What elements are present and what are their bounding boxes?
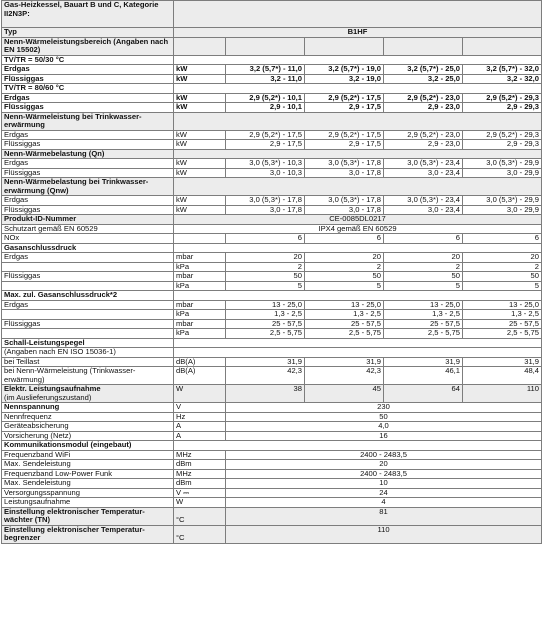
value-cell: 3,2 (5,7*) - 32,0 [463, 65, 542, 75]
max-fluessig-kpa [2, 329, 542, 339]
value-cell: 3,2 - 32,0 [463, 74, 542, 84]
value-cell: 2,9 (5,2*) - 10,1 [226, 93, 305, 103]
unit: kW [174, 159, 226, 169]
value-cell: 2,9 (5,2*) - 23,0 [384, 93, 463, 103]
lp-tx-value: 10 [226, 479, 542, 489]
value-cell: 3,2 - 25,0 [384, 74, 463, 84]
empty [384, 37, 463, 55]
unit: kW [174, 205, 226, 215]
nox-row [2, 234, 542, 244]
unit: kW [174, 130, 226, 140]
row-80-60-fluessig [2, 103, 542, 113]
value-cell: 2,5 - 5,75 [384, 329, 463, 339]
supply-row [2, 488, 542, 498]
gas-label: Flüssiggas [2, 74, 174, 84]
unit: kW [174, 74, 226, 84]
type-row [2, 28, 542, 38]
voltage-label: Nennspannung [2, 403, 174, 413]
value-cell: 5 [463, 281, 542, 291]
row-80-60-erdgas [2, 93, 542, 103]
row-50-30-erdgas [2, 65, 542, 75]
partial-load-label: bei Teillast [2, 357, 174, 367]
value-cell: 1,3 - 2,5 [305, 310, 384, 320]
unit: W [174, 385, 226, 403]
empty [174, 178, 542, 196]
max-fluessig-mbar [2, 319, 542, 329]
tx-label: Max. Sendeleistung [2, 460, 174, 470]
tn-value: 81 [226, 507, 542, 525]
unit: kPa [174, 281, 226, 291]
dhw-power-erdgas [2, 130, 542, 140]
lp-freq-label: Frequenzband Low-Power Funk [2, 469, 174, 479]
limiter-label: Einstellung elektronischer Temperatur-begrenzer [2, 525, 174, 543]
value-cell: 2,9 - 17,5 [305, 140, 384, 150]
elec-label: Elektr. Leistungsaufnahme [4, 384, 101, 393]
value-cell: 3,0 - 29,9 [463, 205, 542, 215]
max-pressure-row [2, 291, 542, 301]
title-row [2, 1, 542, 28]
title-cell [2, 1, 174, 28]
empty [174, 291, 542, 301]
value-cell: 3,0 - 29,9 [463, 168, 542, 178]
value-cell: 13 - 25,0 [305, 300, 384, 310]
value-cell: 64 [384, 385, 463, 403]
value-cell: 6 [305, 234, 384, 244]
elec-label-cell [2, 385, 174, 403]
model-name: B1HF [174, 28, 542, 38]
unit: °C [174, 507, 226, 525]
unit: mbar [174, 300, 226, 310]
value-cell: 5 [226, 281, 305, 291]
unit: dB(A) [174, 357, 226, 367]
value-cell: 42,3 [305, 367, 384, 385]
mains-fuse-value: 16 [226, 431, 542, 441]
nominal-load-label: bei Nenn-Wärmeleistung (Trinkwasser-erwärmung) [2, 367, 174, 385]
wifi-tx-row [2, 460, 542, 470]
temp-50-30-row [2, 55, 542, 65]
wifi-freq-label: Frequenzband WiFi [2, 450, 174, 460]
freq-label: Nennfrequenz [2, 412, 174, 422]
empty [174, 234, 226, 244]
unit: V ⎓ [174, 488, 226, 498]
conn-erdgas-mbar [2, 253, 542, 263]
unit: mbar [174, 319, 226, 329]
value-cell: 2,9 (5,2*) - 17,5 [305, 130, 384, 140]
freq-value: 50 [226, 412, 542, 422]
value-cell: 6 [384, 234, 463, 244]
unit: A [174, 422, 226, 432]
comm-row [2, 441, 542, 451]
gas-label: Erdgas [2, 196, 174, 206]
value-cell: 3,0 - 23,4 [384, 168, 463, 178]
value-cell: 3,0 (5,3*) - 10,3 [226, 159, 305, 169]
empty [226, 37, 305, 55]
value-cell: 2,9 - 17,5 [226, 140, 305, 150]
product-id-label: Produkt-ID-Nummer [2, 215, 174, 225]
value-cell: 3,0 (5,3*) - 29,9 [463, 159, 542, 169]
unit: dB(A) [174, 367, 226, 385]
value-cell: 3,2 - 19,0 [305, 74, 384, 84]
sound-nominal-row [2, 367, 542, 385]
value-cell: 2,9 (5,2*) - 29,3 [463, 93, 542, 103]
unit: dBm [174, 460, 226, 470]
value-cell: 1,3 - 2,5 [384, 310, 463, 320]
power-label: Leistungsaufnahme [2, 498, 174, 508]
supply-value: 24 [226, 488, 542, 498]
value-cell: 13 - 25,0 [226, 300, 305, 310]
value-cell: 2 [463, 262, 542, 272]
value-cell: 45 [305, 385, 384, 403]
voltage-value: 230 [226, 403, 542, 413]
power-value: 4 [226, 498, 542, 508]
value-cell: 3,0 (5,3*) - 17,8 [305, 159, 384, 169]
value-cell: 3,0 - 17,8 [305, 168, 384, 178]
gas-label: Flüssiggas [2, 272, 174, 282]
empty [463, 37, 542, 55]
value-cell: 48,4 [463, 367, 542, 385]
empty [174, 37, 226, 55]
load-erdgas [2, 159, 542, 169]
value-cell: 31,9 [463, 357, 542, 367]
value-cell: 3,0 (5,3*) - 23,4 [384, 159, 463, 169]
value-cell: 6 [463, 234, 542, 244]
value-cell: 3,0 (5,3*) - 17,8 [305, 196, 384, 206]
value-cell: 25 - 57,5 [463, 319, 542, 329]
gas-label: Erdgas [2, 159, 174, 169]
value-cell: 2,5 - 5,75 [305, 329, 384, 339]
value-cell: 31,9 [226, 357, 305, 367]
value-cell: 2,9 (5,2*) - 23,0 [384, 130, 463, 140]
value-cell: 1,3 - 2,5 [463, 310, 542, 320]
value-cell: 25 - 57,5 [384, 319, 463, 329]
value-cell: 31,9 [305, 357, 384, 367]
protection-value: IPX4 gemäß EN 60529 [174, 224, 542, 234]
value-cell: 2,9 - 17,5 [305, 103, 384, 113]
value-cell: 2 [305, 262, 384, 272]
empty [2, 281, 174, 291]
conn-pressure-row [2, 243, 542, 253]
conn-erdgas-kpa [2, 262, 542, 272]
lp-freq-row [2, 469, 542, 479]
value-cell: 42,3 [226, 367, 305, 385]
conn-pressure-label: Gasanschlussdruck [2, 243, 174, 253]
value-cell: 50 [384, 272, 463, 282]
value-cell: 3,2 (5,7*) - 19,0 [305, 65, 384, 75]
max-erdgas-kpa [2, 310, 542, 320]
unit: °C [174, 525, 226, 543]
sound-label: Schall-Leistungspegel [2, 338, 174, 348]
empty [2, 262, 174, 272]
dhw-load-row [2, 178, 542, 196]
limiter-row [2, 525, 542, 543]
wifi-freq-row [2, 450, 542, 460]
unit: kW [174, 140, 226, 150]
gas-label: Erdgas [2, 130, 174, 140]
product-id-row [2, 215, 542, 225]
table-title: Gas-Heizkessel, Bauart B und C, Kategorie II2N3P: [4, 0, 159, 18]
unit: kW [174, 196, 226, 206]
mains-fuse-label: Vorsicherung (Netz) [2, 431, 174, 441]
product-id: CE-0085DL0217 [174, 215, 542, 225]
empty [305, 37, 384, 55]
empty [174, 112, 542, 130]
dhw-power-label: Nenn-Wärmeleistung bei Trinkwasser-erwärmung [2, 112, 174, 130]
max-erdgas-mbar [2, 300, 542, 310]
lp-tx-row [2, 479, 542, 489]
comm-label: Kommunikationsmodul (eingebaut) [2, 441, 174, 451]
tn-row [2, 507, 542, 525]
fuse-label: Geräteabsicherung [2, 422, 174, 432]
value-cell: 2,9 (5,2*) - 29,3 [463, 130, 542, 140]
value-cell: 2,9 - 23,0 [384, 103, 463, 113]
dhw-load-fluessig [2, 205, 542, 215]
value-cell: 31,9 [384, 357, 463, 367]
power-row [2, 498, 542, 508]
empty [174, 348, 542, 358]
value-cell: 20 [384, 253, 463, 263]
value-cell: 25 - 57,5 [305, 319, 384, 329]
value-cell: 6 [226, 234, 305, 244]
unit: kW [174, 168, 226, 178]
gas-label: Flüssiggas [2, 205, 174, 215]
value-cell: 38 [226, 385, 305, 403]
unit: kW [174, 103, 226, 113]
sound-partial-row [2, 357, 542, 367]
value-cell: 13 - 25,0 [384, 300, 463, 310]
value-cell: 3,2 (5,7*) - 25,0 [384, 65, 463, 75]
unit: mbar [174, 253, 226, 263]
elec-row [2, 385, 542, 403]
value-cell: 3,0 - 17,8 [305, 205, 384, 215]
limiter-value: 110 [226, 525, 542, 543]
sound-sub-row [2, 348, 542, 358]
empty [174, 338, 542, 348]
empty [174, 55, 542, 65]
value-cell: 3,0 (5,3*) - 17,8 [226, 196, 305, 206]
gas-label: Flüssiggas [2, 103, 174, 113]
value-cell: 2,5 - 5,75 [463, 329, 542, 339]
value-cell: 13 - 25,0 [463, 300, 542, 310]
unit: V [174, 403, 226, 413]
value-cell: 20 [463, 253, 542, 263]
unit: MHz [174, 469, 226, 479]
dhw-power-fluessig [2, 140, 542, 150]
load-row [2, 149, 542, 159]
unit: kW [174, 65, 226, 75]
value-cell: 2,9 (5,2*) - 17,5 [305, 93, 384, 103]
value-cell: 2,9 - 29,3 [463, 103, 542, 113]
conn-fluessig-kpa [2, 281, 542, 291]
supply-label: Versorgungsspannung [2, 488, 174, 498]
empty [174, 441, 542, 451]
gas-label: Erdgas [2, 300, 174, 310]
value-cell: 20 [226, 253, 305, 263]
tx-label: Max. Sendeleistung [2, 479, 174, 489]
value-cell: 2,5 - 5,75 [226, 329, 305, 339]
temp-80-60-label: TV/TR = 80/60 °C [2, 84, 174, 94]
unit: kW [174, 93, 226, 103]
value-cell: 3,0 - 17,8 [226, 205, 305, 215]
mains-fuse-row [2, 431, 542, 441]
value-cell: 3,2 (5,7*) - 11,0 [226, 65, 305, 75]
value-cell: 5 [305, 281, 384, 291]
freq-row [2, 412, 542, 422]
unit: dBm [174, 479, 226, 489]
type-label: Typ [2, 28, 174, 38]
unit: kPa [174, 310, 226, 320]
gas-label: Erdgas [2, 93, 174, 103]
temp-80-60-row [2, 84, 542, 94]
gas-label: Flüssiggas [2, 140, 174, 150]
empty [174, 149, 542, 159]
unit: mbar [174, 272, 226, 282]
dhw-load-label: Nenn-Wärmebelastung bei Trinkwasser-erwärmung (Qnw) [2, 178, 174, 196]
empty [2, 310, 174, 320]
gas-label: Flüssiggas [2, 168, 174, 178]
value-cell: 3,0 (5,3*) - 23,4 [384, 196, 463, 206]
max-pressure-label: Max. zul. Gasanschlussdruck*2 [2, 291, 174, 301]
protection-row [2, 224, 542, 234]
title-empty [174, 1, 542, 28]
value-cell: 2,9 - 10,1 [226, 103, 305, 113]
unit: Hz [174, 412, 226, 422]
value-cell: 5 [384, 281, 463, 291]
gas-label: Erdgas [2, 253, 174, 263]
value-cell: 110 [463, 385, 542, 403]
value-cell: 2,9 - 29,3 [463, 140, 542, 150]
value-cell: 2 [226, 262, 305, 272]
elec-sub-label: (im Auslieferungszustand) [4, 392, 92, 402]
load-fluessig [2, 168, 542, 178]
value-cell: 2,9 (5,2*) - 17,5 [226, 130, 305, 140]
temp-50-30-label: TV/TR = 50/30 °C [2, 55, 174, 65]
value-cell: 3,0 - 23,4 [384, 205, 463, 215]
voltage-row [2, 403, 542, 413]
dhw-load-erdgas [2, 196, 542, 206]
fuse-value: 4,0 [226, 422, 542, 432]
empty [174, 243, 542, 253]
gas-label: Flüssiggas [2, 319, 174, 329]
lp-freq-value: 2400 - 2483,5 [226, 469, 542, 479]
value-cell: 25 - 57,5 [226, 319, 305, 329]
value-cell: 50 [463, 272, 542, 282]
value-cell: 3,0 - 10,3 [226, 168, 305, 178]
value-cell: 46,1 [384, 367, 463, 385]
conn-fluessig-mbar [2, 272, 542, 282]
value-cell: 1,3 - 2,5 [226, 310, 305, 320]
value-cell: 20 [305, 253, 384, 263]
gas-label: Erdgas [2, 65, 174, 75]
value-cell: 50 [226, 272, 305, 282]
unit: kPa [174, 262, 226, 272]
power-range-label: Nenn-Wärmeleistungsbereich (Angaben nach EN 15502) [2, 37, 174, 55]
load-label: Nenn-Wärmebelastung (Qn) [2, 149, 174, 159]
row-50-30-fluessig [2, 74, 542, 84]
wifi-freq-value: 2400 - 2483,5 [226, 450, 542, 460]
unit: MHz [174, 450, 226, 460]
tn-label: Einstellung elektronischer Temperatur-wächter (TN) [2, 507, 174, 525]
empty [174, 84, 542, 94]
value-cell: 2,9 - 23,0 [384, 140, 463, 150]
sound-row [2, 338, 542, 348]
empty [2, 329, 174, 339]
nox-label: NOx [2, 234, 174, 244]
value-cell: 3,0 (5,3*) - 29,9 [463, 196, 542, 206]
protection-label: Schutzart gemäß EN 60529 [2, 224, 174, 234]
spec-table [1, 0, 542, 544]
value-cell: 50 [305, 272, 384, 282]
dhw-power-row [2, 112, 542, 130]
unit: W [174, 498, 226, 508]
unit: A [174, 431, 226, 441]
unit: kPa [174, 329, 226, 339]
fuse-row [2, 422, 542, 432]
wifi-tx-value: 20 [226, 460, 542, 470]
value-cell: 3,2 - 11,0 [226, 74, 305, 84]
power-range-row [2, 37, 542, 55]
value-cell: 2 [384, 262, 463, 272]
sound-sub-label: (Angaben nach EN ISO 15036-1) [2, 348, 174, 358]
